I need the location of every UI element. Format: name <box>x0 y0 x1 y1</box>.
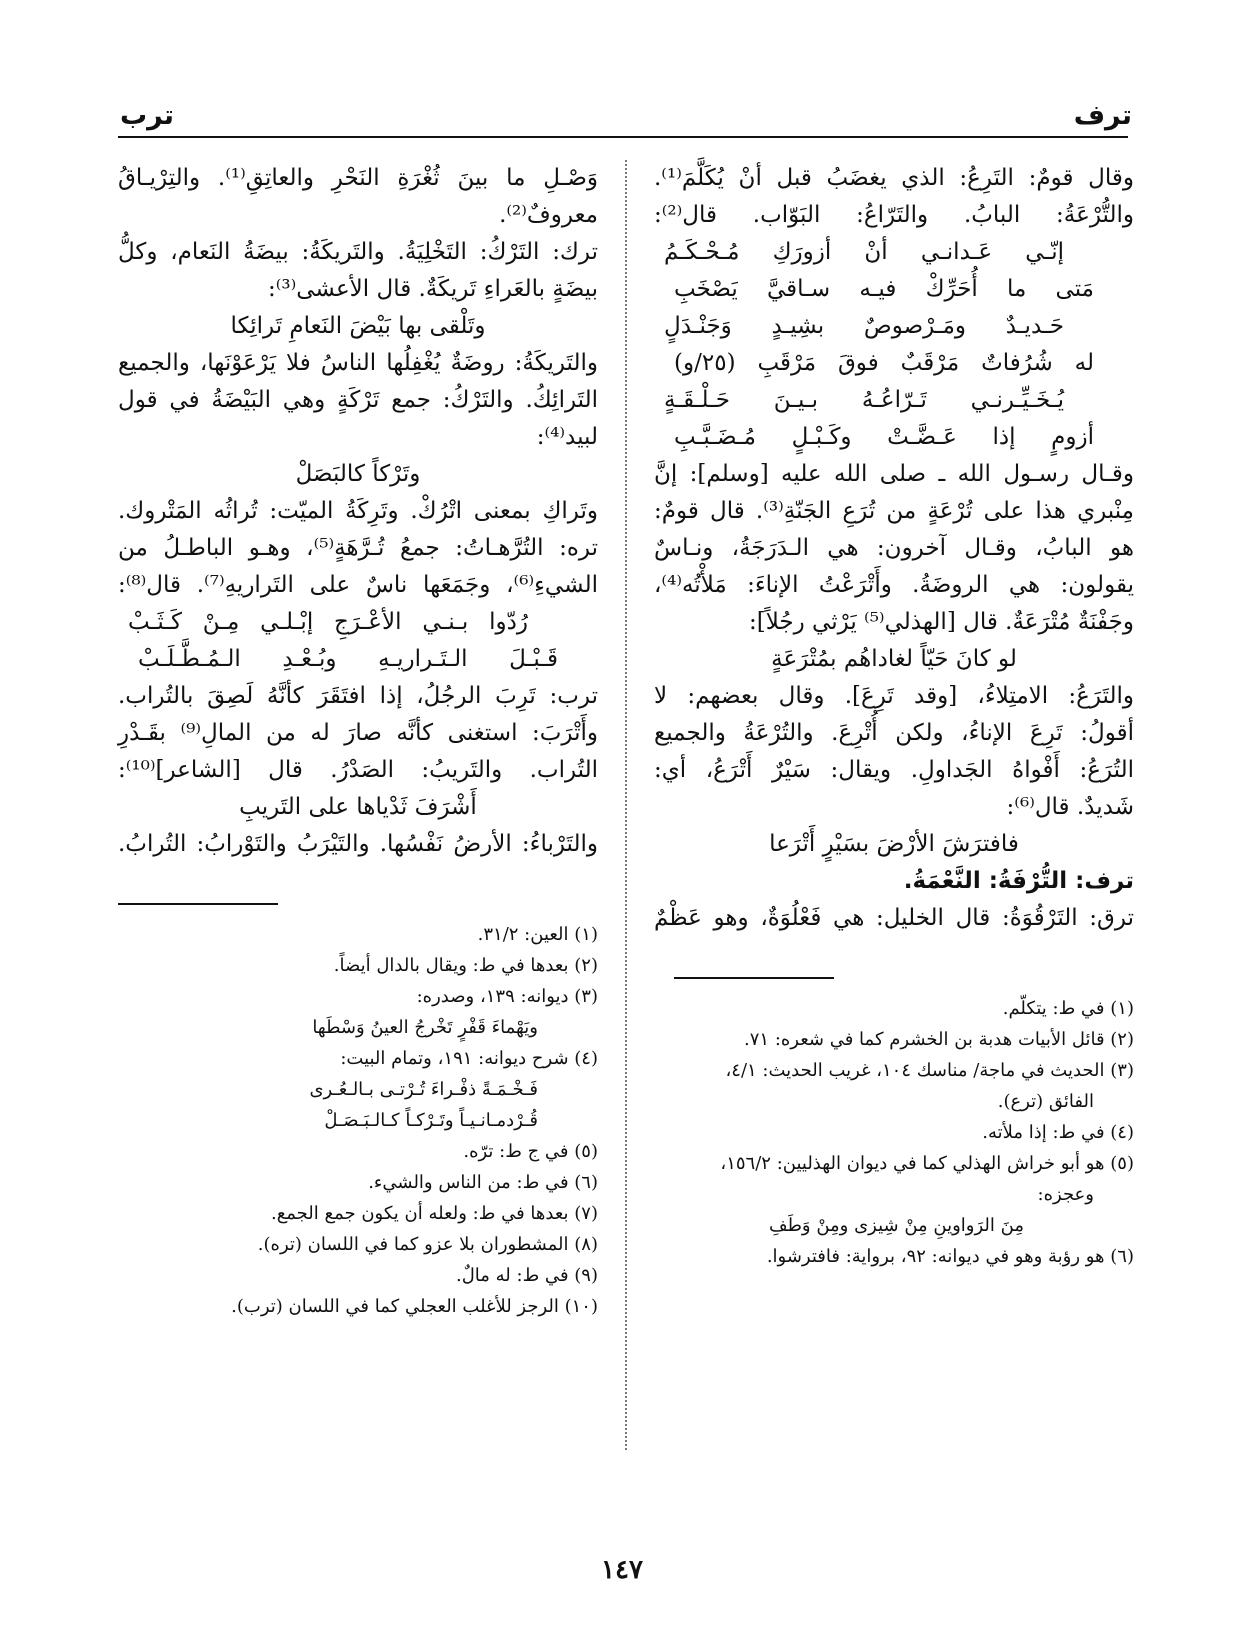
verse-line: إنّـي عَـدانـي أنْ أزورَكِ مُـحْـكَـمُ <box>664 239 1064 265</box>
verse-line: وتَلْقى بها بَيْضَ النَعامِ تَرائِكا <box>230 313 486 339</box>
text-line: وقال قومٌ: التَرِعُ: الذي يغضَبُ قبل أنْ يُكَلَّمَ⁽¹⁾. <box>654 165 1134 191</box>
footnote-verse: مِنَ الرَواوينِ مِنْ شِيزى ومِنْ وَطَفِ <box>768 1215 1024 1236</box>
footnote: الفائق (ترع). <box>997 1091 1094 1112</box>
entry-headword-line: ترف: التُّرْفَةُ: النَّعْمَةُ. <box>903 868 1134 894</box>
text-line: مِنْبري هذا على تُرْعَةٍ من تُرَعِ الجَنّةِ⁽³⁾. قال قومٌ: <box>654 498 1134 524</box>
footnote: (٥) في ج ط: ترّه. <box>463 1141 598 1162</box>
running-head-left: ترب <box>120 100 175 131</box>
text-line: وتَراكِ بمعنى اتْرُكْ. وتَرِكَةُ الميّت: تُراثُه المَتْروك. <box>118 498 598 524</box>
footnote: (١٠) الرجز للأغلب العجلي كما في اللسان (ترب). <box>231 1296 598 1317</box>
verse-line: له شُرُفاتٌ مَرْقَبٌ فوقَ مَرْقَبِ (٢٥/و) <box>674 350 1094 376</box>
text-line: أقولُ: تَرِعَ الإناءُ، ولكن أُتْرِعَ. والتُرْعَةُ والجميع <box>654 720 1134 746</box>
footnote: (٢) قائل الأبيات هدبة بن الخشرم كما في شعره: ٧١. <box>744 1029 1134 1050</box>
verse-line: رُدّوا بـنـي الأعْـرَجِ إبْـلـي مِـنْ كَـثَـبْ <box>128 609 528 635</box>
verse-line: حَـديـدٌ ومَـرْصوصٌ بشِيـدٍ وَجَنْـدَلٍ <box>664 313 1064 339</box>
verse-line: وتَرْكاً كالبَصَلْ <box>295 461 421 487</box>
running-head-right: ترف <box>1073 100 1132 131</box>
footnote: (١) في ط: يتكلّم. <box>1002 998 1134 1019</box>
footnote-rule <box>118 903 278 905</box>
text-line: والتَريكَةُ: روضَةٌ يُغْفِلُها الناسُ فلا يَرْعَوْنَها، والجميع <box>118 350 598 376</box>
text-line: يقولون: هي الروضَةُ. وأَتْرَعْتُ الإناءَ: مَلأْتُه⁽⁴⁾، <box>654 572 1134 598</box>
text-line: الشيءِ⁽⁶⁾، وجَمَعَها ناسٌ على التَراريهِ⁽⁷⁾. قال⁽⁸⁾: <box>118 572 598 598</box>
right-column <box>654 160 1134 1272</box>
text-line: والتَرْباءُ: الأرضُ نَفْسُها. والتَيْرَبُ والتَوْرابُ: التُرابُ. <box>118 831 598 857</box>
verse-line: يُـخَـيِّـرنـي تَـرّاعُـهُ بـيـنَ حَـلْـقَـةٍ <box>664 387 1064 413</box>
entry-headword-line: ترب: تَرِبَ الرجُلُ، إذا افتَقَرَ كأنَّهُ لَصِقَ بالتُراب. <box>118 683 598 709</box>
footnote: (٦) هو رؤبة وهو في ديوانه: ٩٢، برواية: فافترشوا. <box>766 1246 1134 1267</box>
verse-line: أزومٍ إذا عَـضَّـتْ وكَـبْـلٍ مُـضَـبَّـبِ <box>674 424 1094 450</box>
verse-line: قَـبْـلَ الـتَـراريـهِ وبُـعْـدِ الـمُـطَّـلَـبْ <box>138 646 558 672</box>
footnote-verse: ويَهْماءَ قَفْرٍ تَخْرجُ العينُ وَسْطَها <box>312 1017 538 1038</box>
text-line: لبيد⁽⁴⁾: <box>536 424 598 450</box>
footnote: وعجزه: <box>1037 1184 1094 1205</box>
footnote: (١) العين: ٣١/٢. <box>477 924 598 945</box>
left-column <box>118 160 598 1322</box>
text-line: وأَتْرَبَ: استغنى كأنَّه صارَ له من المالِ⁽⁹⁾ بقَـدْرِ <box>118 720 598 746</box>
footnote: (٥) هو أبو خراش الهذلي كما في ديوان الهذليين: ١٥٦/٢، <box>720 1153 1134 1174</box>
text-line: وَصْـلِ ما بينَ ثُغْرَةِ النَحْرِ والعاتِقِ⁽¹⁾. والتِرْيـاقُ <box>118 165 599 191</box>
text-line: شَديدٌ. قال⁽⁶⁾: <box>1006 794 1134 820</box>
footnote: (٧) بعدها في ط: ولعله أن يكون جمع الجمع. <box>270 1203 598 1224</box>
footnote-rule <box>674 977 834 979</box>
entry-headword-line: تره: التُرَّهـاتُ: جمعُ تُـرَّهَةٍ⁽⁵⁾، وهـو الباطـلُ من <box>118 535 598 561</box>
footnote: (٤) شرح ديوانه: ١٩١، وتمام البيت: <box>340 1048 598 1069</box>
text-line: والتَرَعُ: الامتِلاءُ، [وقد تَرِعَ]. وقال بعضهم: لا <box>654 683 1134 709</box>
page-number: ١٤٧ <box>601 1555 643 1585</box>
text-line: بيضَةٍ بالعَراءِ تَريكَةٌ. قال الأعشى⁽³⁾: <box>267 276 598 302</box>
verse-line: فافترَشَ الأرْضَ بسَيْرٍ أَتْرَعا <box>769 831 1019 857</box>
footnote: (٨) المشطوران بلا عزو كما في اللسان (تره). <box>257 1234 598 1255</box>
footnote-verse: فَـخْـمَـةً ذفْـراءَ تُـرْتـى بـالـعُـرى <box>309 1079 538 1100</box>
text-line: والتُّرْعَةُ: البابُ. والتَرّاعُ: البَوّاب. قال⁽²⁾: <box>654 202 1134 228</box>
footnote-verse: قُـرْدمـانـيـاً وتَـرْكـاً كـالـبَـصَـلْ <box>324 1110 538 1131</box>
footnote: (٤) في ط: إذا ملأته. <box>982 1122 1134 1143</box>
column-separator <box>625 160 627 1450</box>
footnote: (٢) بعدها في ط: ويقال بالدال أيضاً. <box>333 955 598 976</box>
text-line: التُراب. والتَريبُ: الصَدْرُ. قال [الشاعر]⁽¹⁰⁾: <box>118 757 598 783</box>
footnote: (٣) الحديث في ماجة/ مناسك ١٠٤، غريب الحديث: ٤/١، <box>725 1060 1134 1081</box>
footnote: (٦) في ط: من الناس والشيء. <box>368 1172 598 1193</box>
text-line: معروفٌ⁽²⁾. <box>499 202 598 228</box>
text-line: وجَفْنَةٌ مُتْرَعَةٌ. قال [الهذلي⁽⁵⁾ يَرْثي رجُلاً]: <box>748 609 1134 635</box>
text-line: التَرائِكُ. والتَرْكُ: جمع تَرْكَةٍ وهي البَيْضَةُ في قول <box>118 387 598 413</box>
footnote: (٩) في ط: له مالٌ. <box>456 1265 598 1286</box>
verse-line: مَتى ما أُحَرِّكْ فيـه سـاقيَّ يَصْخَبِ <box>674 276 1094 302</box>
entry-headword-line: ترك: التَرْكُ: التَخْلِيَةُ. والتَريكَةُ: بيضَةُ النَعام، وكلُّ <box>118 239 598 265</box>
header-rule <box>118 136 1128 138</box>
verse-line: أَشْرَفَ ثَدْياها على التَريبِ <box>239 794 477 820</box>
text-line: التُرَعُ: أَفْواهُ الجَداولِ. ويقال: سَيْرٌ أَتْرَعُ، أي: <box>654 757 1134 783</box>
verse-line: لو كانَ حَيّاً لغاداهُم بمُتْرَعَةٍ <box>771 646 1017 672</box>
footnote: (٣) ديوانه: ١٣٩، وصدره: <box>416 986 598 1007</box>
text-line: وقـال رسـول الله ـ صلى الله عليه [وسلم]: إنَّ <box>654 461 1134 487</box>
text-line: هو البابُ، وقـال آخرون: هي الـدَرَجَةُ، ونـاسٌ <box>654 535 1134 561</box>
entry-headword-line: ترق: التَرْقُوَةُ: قال الخليل: هي فَعْلُوَةٌ، وهو عَظْمٌ <box>654 905 1134 931</box>
